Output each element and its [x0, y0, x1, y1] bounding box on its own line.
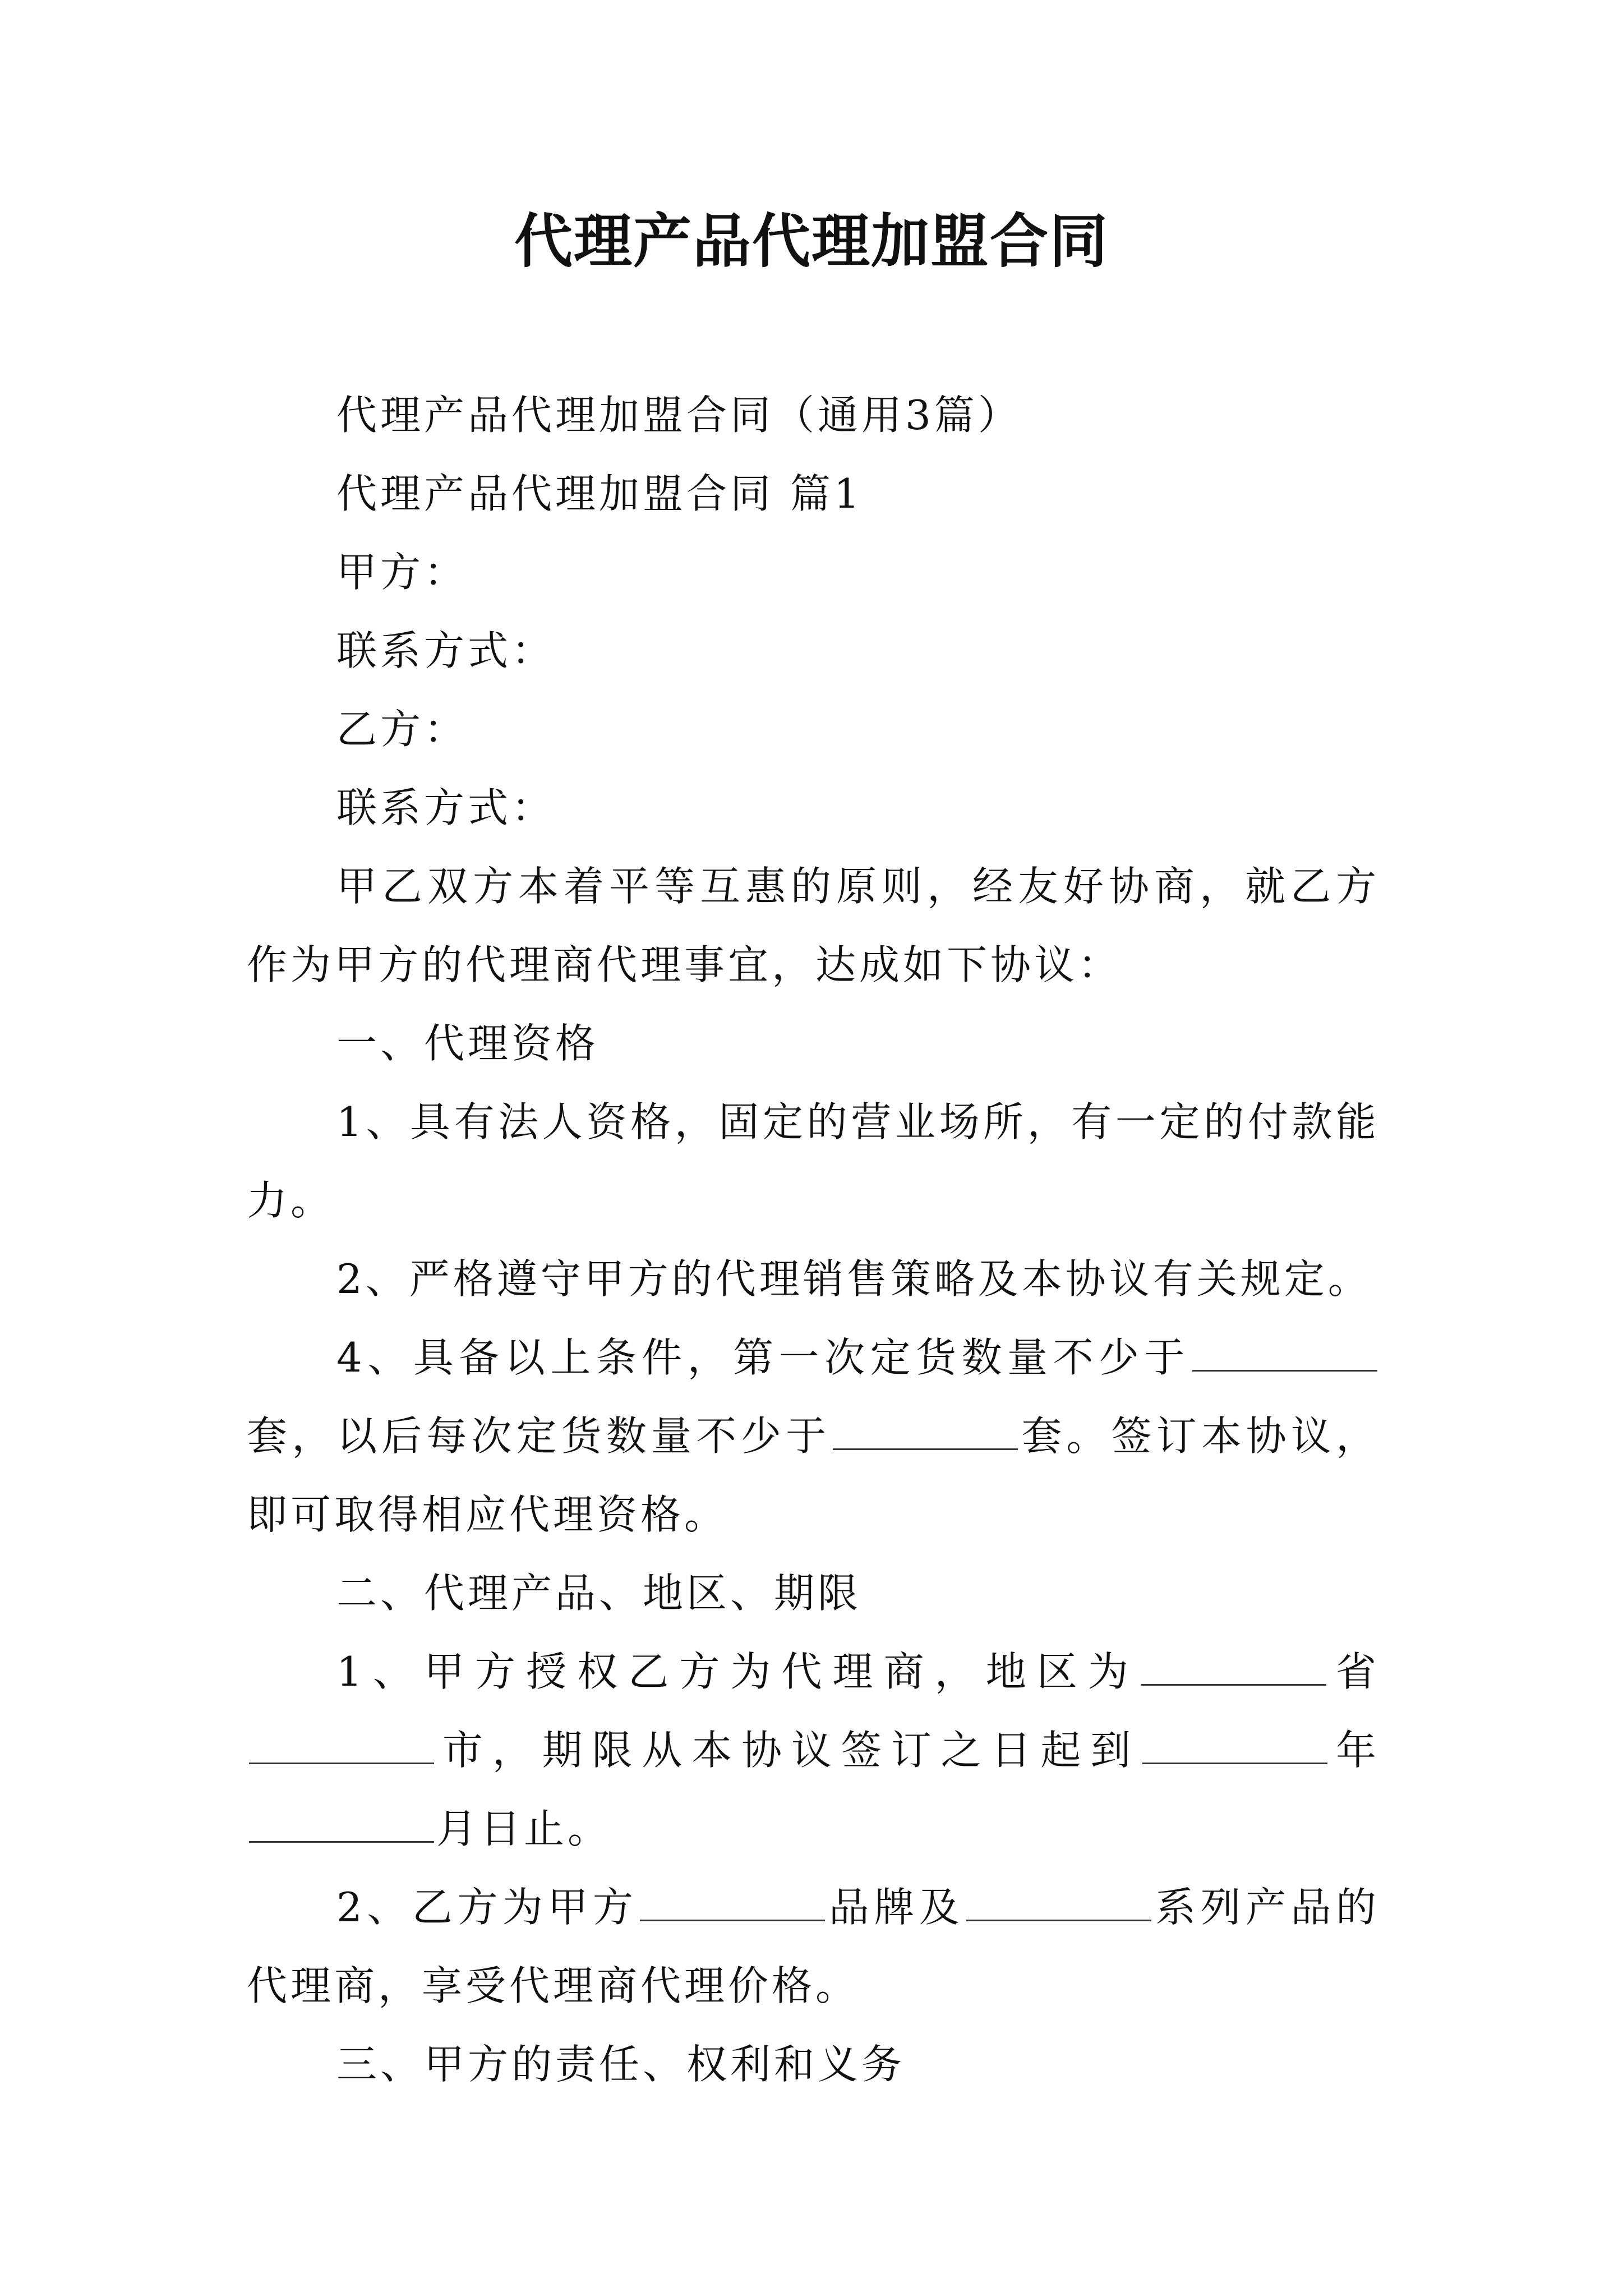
- fill-blank: [1192, 1338, 1377, 1372]
- document-body: [247, 376, 1380, 2104]
- party-a-label: 甲方：: [336, 549, 468, 596]
- contact-a-label: 联系方式：: [336, 627, 556, 674]
- contact-b-label: 联系方式：: [336, 784, 556, 831]
- fill-blank: [249, 1731, 434, 1764]
- s2-item1-text-d: 年: [1330, 1727, 1380, 1774]
- s2-item1-text-a: 1、甲方授权乙方为代理商，地区为: [336, 1648, 1139, 1695]
- fill-blank: [249, 1810, 434, 1843]
- s2-item1-text-b: 省: [1328, 1648, 1380, 1695]
- section1-heading: 一、代理资格: [336, 1020, 600, 1067]
- document-title: 代理产品代理加盟合同: [514, 207, 1109, 275]
- s2-item2-text-a: 2、乙方为甲方: [336, 1884, 638, 1931]
- intro-paragraph: 甲乙双方本着平等互惠的原则，经友好协商，就乙方作为甲方的代理商代理事宜，达成如下协议：: [247, 863, 1380, 988]
- section2-item1: [247, 1632, 1380, 1868]
- fill-blank: [1141, 1653, 1326, 1686]
- party-b-label: 乙方：: [336, 706, 468, 753]
- s2-item1-text-c: 市，期限从本协议签订之日起到: [436, 1727, 1141, 1774]
- section1-item1: 1、具有法人资格，固定的营业场所，有一定的付款能力。: [247, 1098, 1380, 1224]
- s2-item2-text-c: 系列产品的代理商，享受代理商代理价格。: [247, 1884, 1380, 2009]
- section1-item4: [247, 1318, 1380, 1554]
- section2-heading: 二、代理产品、地区、期限: [336, 1570, 862, 1617]
- s1-item4-text-c: 套。签订本协议，即可取得相应代理资格。: [247, 1412, 1380, 1538]
- section3-heading: 三、甲方的责任、权利和义务: [336, 2041, 906, 2088]
- fill-blank: [966, 1888, 1151, 1921]
- s1-item4-text-a: 4、具备以上条件，第一次定货数量不少于: [336, 1334, 1190, 1381]
- section1-item2: 2、严格遵守甲方的代理销售策略及本协议有关规定。: [336, 1255, 1372, 1303]
- s1-item4-text-b: 套，以后每次定货数量不少于: [247, 1412, 831, 1460]
- fill-blank: [833, 1417, 1018, 1450]
- fill-blank: [1142, 1731, 1327, 1764]
- fill-blank: [640, 1888, 825, 1921]
- s2-item2-text-b: 品牌及: [827, 1884, 965, 1931]
- part1-heading: 代理产品代理加盟合同 篇1: [336, 470, 863, 517]
- s2-item1-text-e: 月日止。: [436, 1805, 612, 1852]
- subtitle: 代理产品代理加盟合同（通用3篇）: [336, 392, 1022, 439]
- section2-item2: [247, 1868, 1380, 2025]
